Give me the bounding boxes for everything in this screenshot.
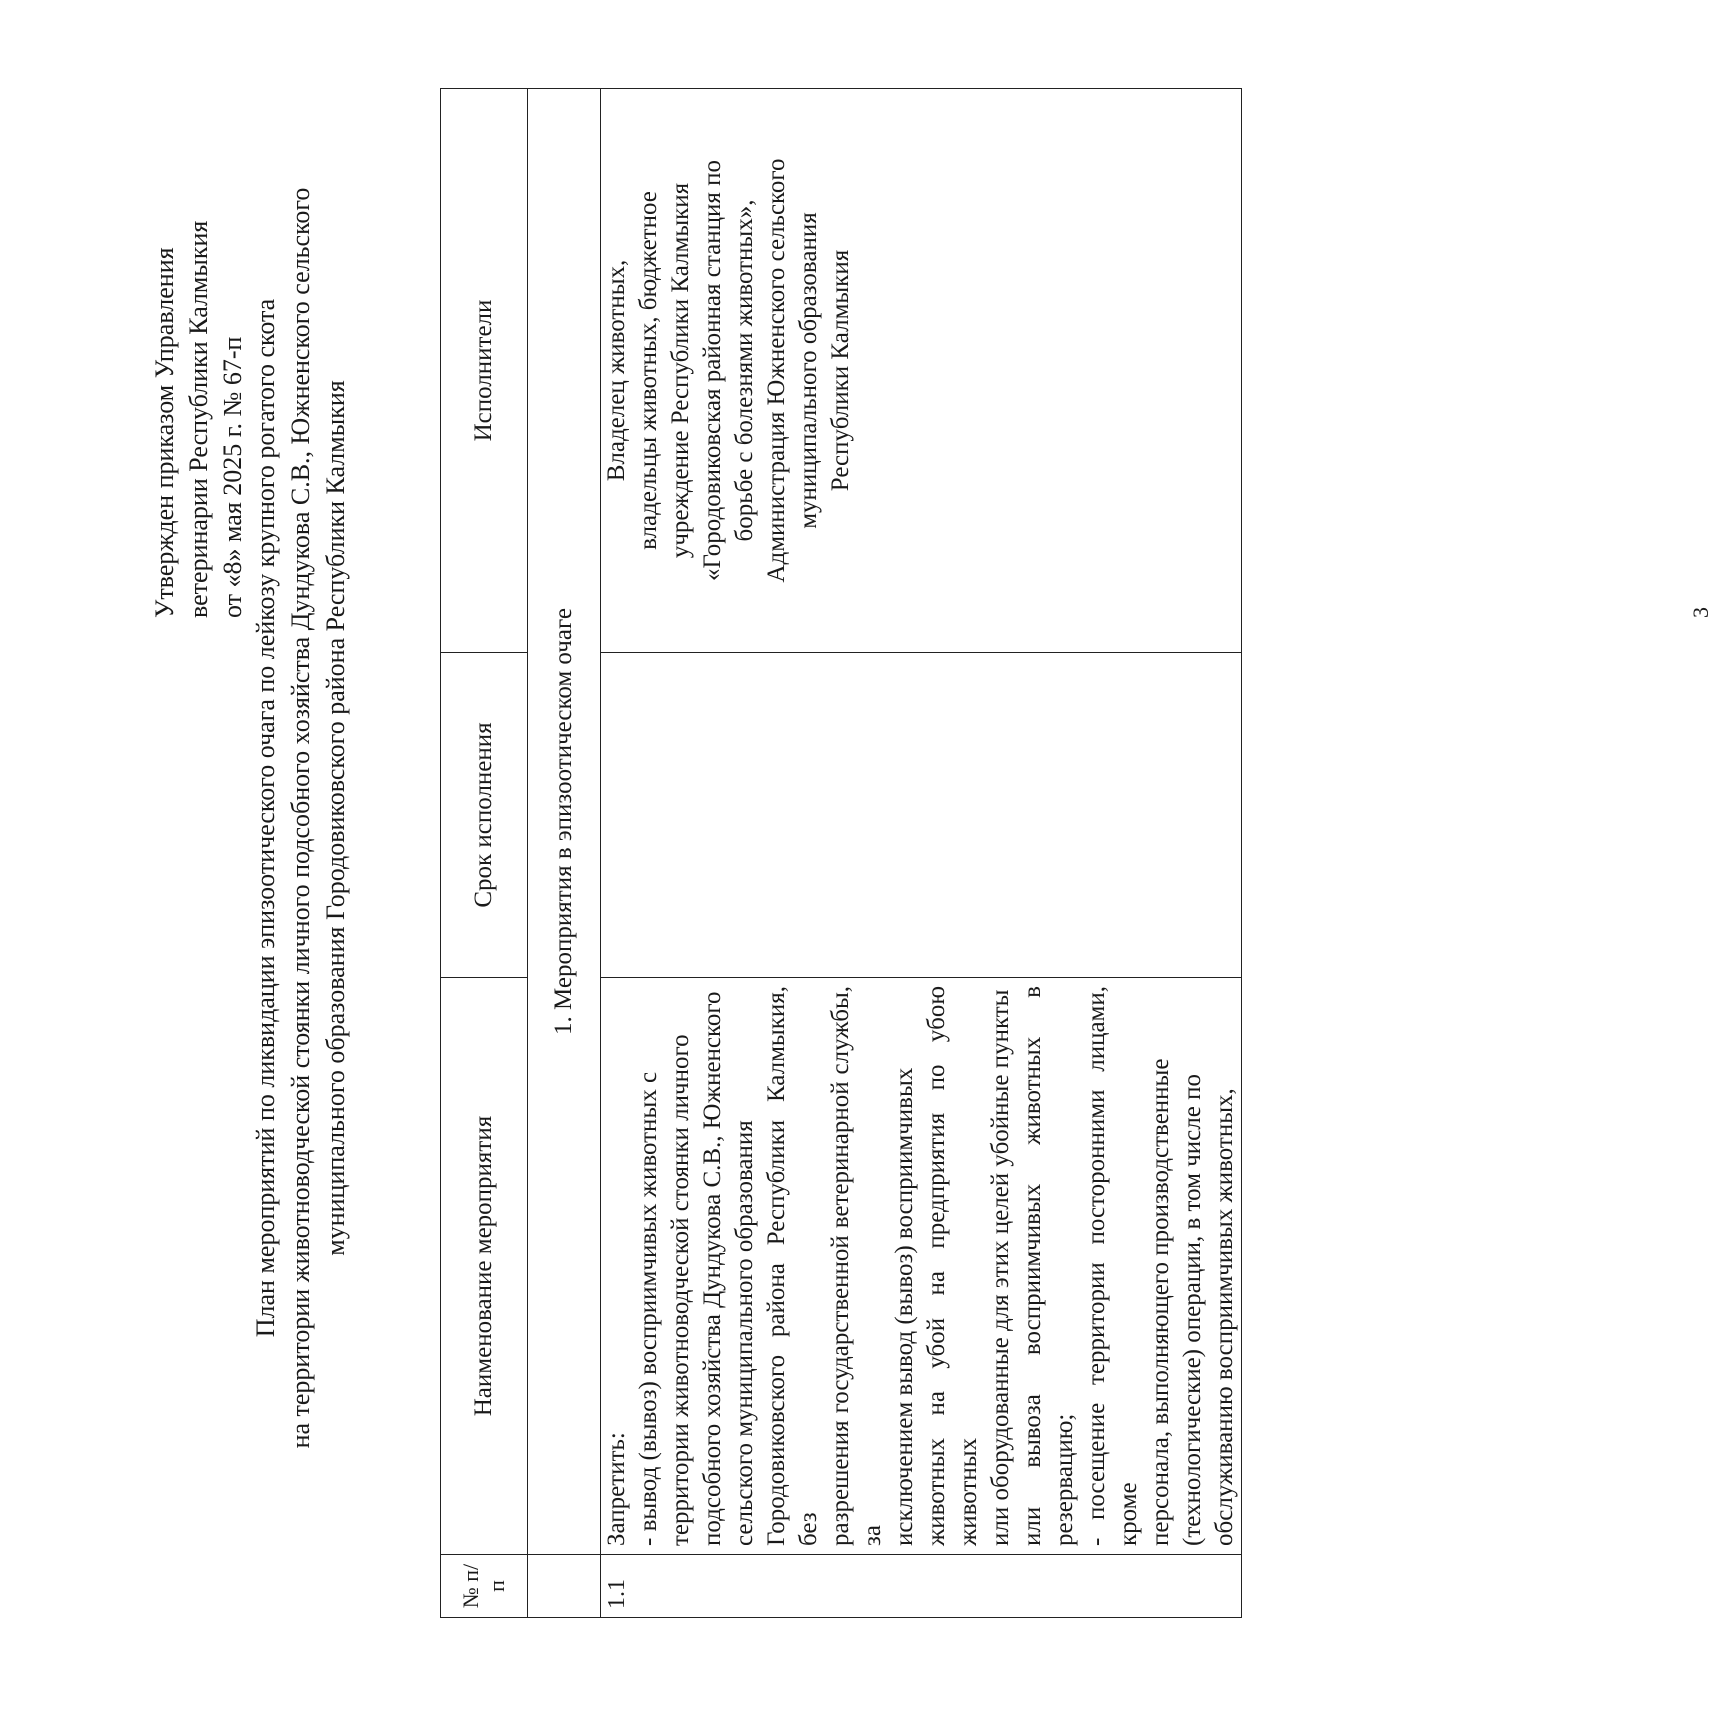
row-term bbox=[601, 653, 1242, 978]
executor-line: учреждение Республики Калмыкия bbox=[667, 182, 694, 559]
document-title bbox=[248, 128, 353, 1508]
title-line: на территории животноводческой стоянки личного подсобного хозяйства Дундукова С.В., Южненского сельского bbox=[286, 187, 315, 1449]
page-number: 3 bbox=[1688, 607, 1713, 618]
section-num-cell bbox=[528, 1555, 601, 1618]
header-term: Срок исполнения bbox=[441, 653, 528, 978]
approval-line: ветеринарии Республики Калмыкия bbox=[184, 220, 213, 618]
executor-line: Администрация Южненского сельского bbox=[763, 158, 790, 583]
measure-line: разрешения государственной ветеринарной службы, за bbox=[827, 986, 886, 1546]
executor-line: «Городовиковская районная станция по bbox=[699, 160, 726, 581]
header-executors: Исполнители bbox=[441, 89, 528, 653]
measure-line: исключением вывод (вывоз) восприимчивых bbox=[891, 1067, 918, 1546]
executor-line: борьбе с болезнями животных», bbox=[731, 199, 758, 542]
table-row bbox=[601, 89, 1242, 1618]
executor-line: муниципального образования bbox=[795, 212, 822, 529]
row-measure bbox=[601, 978, 1242, 1555]
measure-line: подсобного хозяйства Дундукова С.В., Южненского bbox=[699, 991, 726, 1546]
document-page bbox=[40, 58, 1713, 1658]
table-header-row bbox=[441, 89, 528, 1618]
approval-line: от «8» мая 2025 г. № 67-п bbox=[218, 336, 247, 618]
measure-line: обслуживанию восприимчивых животных, bbox=[1211, 1088, 1238, 1546]
measure-line: животных на убой на предприятия по убою животных bbox=[923, 986, 982, 1546]
executor-line: владельцы животных, бюджетное bbox=[635, 191, 662, 550]
title-line: План мероприятий по ликвидации эпизоотического очага по лейкозу крупного рогатого скота bbox=[251, 298, 280, 1338]
measure-line: - вывод (вывоз) восприимчивых животных с bbox=[635, 1071, 662, 1546]
approval-line: Утвержден приказом Управления bbox=[150, 247, 179, 618]
row-executors bbox=[601, 89, 1242, 653]
approval-stamp-text bbox=[148, 98, 250, 618]
measure-line: персонала, выполняющего производственные bbox=[1147, 1058, 1174, 1546]
measure-line: сельского муниципального образования bbox=[731, 1120, 758, 1546]
measure-line: территории животноводческой стоянки личного bbox=[667, 1034, 694, 1546]
executor-line: Республики Калмыкия bbox=[827, 249, 854, 492]
title-line: муниципального образования Городовиковского района Республики Калмыкия bbox=[321, 380, 350, 1256]
section-row bbox=[528, 89, 601, 1618]
measure-line: Запретить: bbox=[603, 1432, 630, 1546]
row-num: 1.1 bbox=[601, 1555, 1242, 1618]
measure-line: - посещение территории посторонними лицами, кроме bbox=[1083, 986, 1142, 1546]
measures-table bbox=[440, 88, 1242, 1618]
header-num: № п/п bbox=[441, 1555, 528, 1618]
measure-line: Городовиковского района Республики Калмыкия, без bbox=[763, 986, 822, 1546]
measure-line: или вывоза восприимчивых животных в резервацию; bbox=[1019, 986, 1078, 1546]
measure-line: или оборудованные для этих целей убойные пункты bbox=[987, 989, 1014, 1546]
executor-line: Владелец животных, bbox=[603, 259, 630, 482]
measure-line: (технологические) операции, в том числе по bbox=[1179, 1074, 1206, 1546]
header-name: Наименование мероприятия bbox=[441, 978, 528, 1555]
section-title: 1. Мероприятия в эпизоотическом очаге bbox=[528, 89, 601, 1555]
